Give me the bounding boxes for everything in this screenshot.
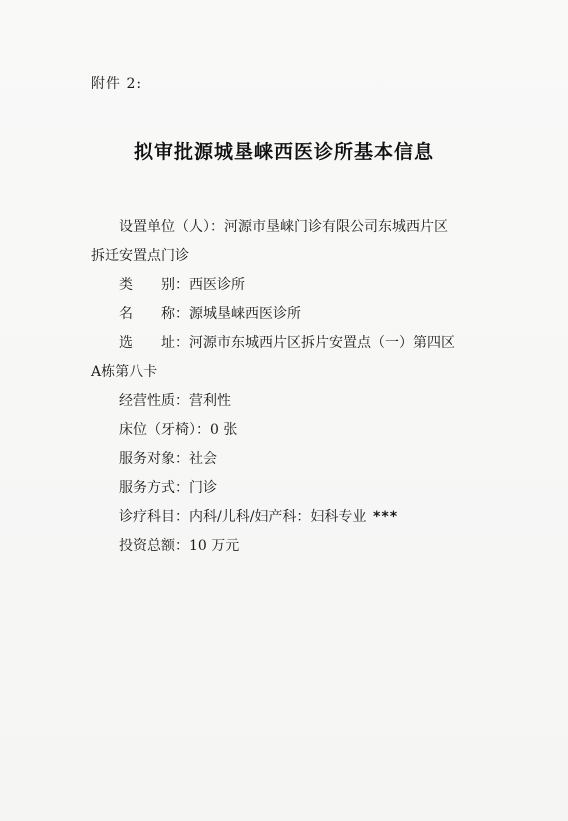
address-continuation: A栋第八卡 [91, 364, 158, 380]
redaction-stars: *** [372, 509, 398, 525]
subjects-text: 诊疗科目：内科/儿科/妇产科：妇科专业 [119, 509, 367, 525]
category-line: 类 别：西医诊所 [119, 277, 245, 293]
name-line: 名 称：源城垦崃西医诊所 [119, 306, 301, 322]
attachment-label: 附件 2: [91, 76, 143, 92]
document-title: 拟审批源城垦崃西医诊所基本信息 [133, 141, 434, 163]
beds-line: 床位（牙椅）：0 张 [119, 422, 238, 438]
investment-line: 投资总额：10 万元 [119, 538, 240, 554]
setup-unit-line: 设置单位（人）：河源市垦崃门诊有限公司东城西片区 [119, 219, 448, 235]
subjects-line [91, 503, 521, 532]
business-nature-line: 经营性质：营利性 [119, 393, 231, 409]
service-mode-line: 服务方式：门诊 [119, 480, 217, 496]
document-body [91, 213, 521, 561]
address-line: 选 址：河源市东城西片区拆片安置点（一）第四区 [119, 335, 455, 351]
setup-unit-continuation: 拆迁安置点门诊 [91, 248, 189, 264]
service-target-line: 服务对象：社会 [119, 451, 217, 467]
